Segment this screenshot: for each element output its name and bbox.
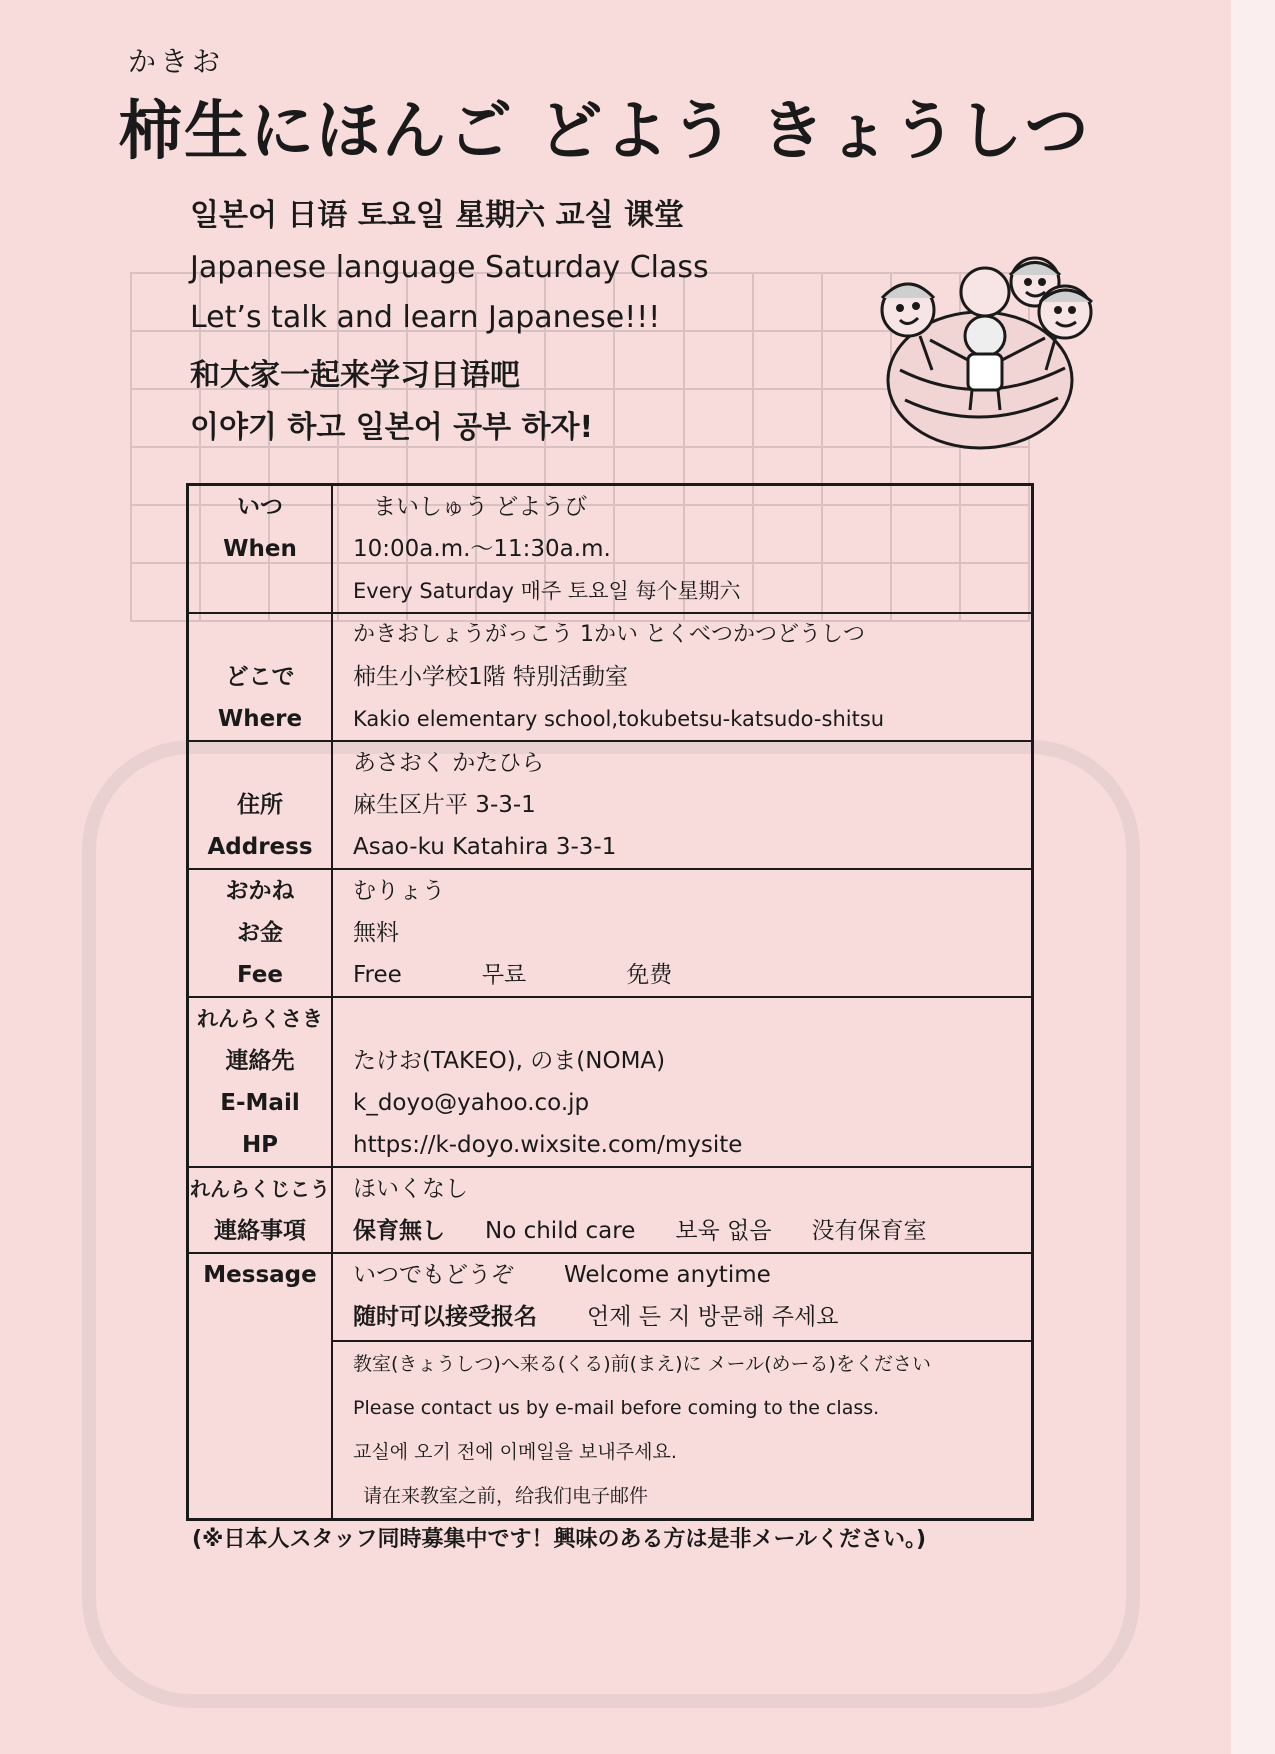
message-label-cell [188, 1253, 333, 1520]
contact-names: たけお(TAKEO), のま(NOMA) [353, 1048, 666, 1074]
row-address [188, 741, 1033, 869]
title-ruby: かきお [128, 45, 225, 78]
address-value-cell [332, 741, 1033, 869]
notes-multilingual [333, 1210, 1031, 1252]
notes-value-cell [332, 1167, 1033, 1253]
row-where [188, 613, 1033, 741]
notes-japanese: 保育無し [353, 1218, 445, 1244]
address-english: Asao-ku Katahira 3-3-1 [353, 834, 617, 860]
address-kana: あさおく かたひら [353, 750, 545, 776]
when-every-saturday: Every Saturday 매주 토요일 每个星期六 [353, 579, 741, 603]
message-contact-zh: 请在来教室之前，给我们电子邮件 [363, 1485, 649, 1507]
notes-label-kanji: 連絡事項 [214, 1218, 306, 1244]
notes-kana: ほいくなし [353, 1176, 468, 1202]
message-japanese: いつでもどうぞ [353, 1262, 514, 1288]
message-contact-notes [333, 1342, 1031, 1518]
contact-label-cell [188, 997, 333, 1167]
subtitle-english: Japanese language Saturday Class [190, 250, 709, 285]
where-english: Kakio elementary school,tokubetsu-katsudo-shitsu [353, 707, 885, 731]
page-title: 柿生にほんご どよう きょうしつ [118, 95, 1091, 169]
message-chinese: 随时可以接受报名 [353, 1304, 537, 1330]
fee-value-cell [332, 869, 1033, 997]
contact-label-hp: HP [241, 1132, 279, 1158]
subtitle-multilingual: 일본어 日语 토요일 星期六 교실 课堂 [190, 198, 685, 233]
where-label-cell [188, 613, 333, 741]
tagline-english: Let’s talk and learn Japanese!!! [190, 300, 661, 335]
fee-label-kanji: お金 [237, 920, 283, 946]
row-notes [188, 1167, 1033, 1253]
fee-english: Free [353, 962, 402, 988]
info-table [186, 483, 1034, 1521]
message-contact-ko: 교실에 오기 전에 이메일을 보내주세요. [353, 1441, 677, 1463]
fee-kana: むりょう [353, 878, 445, 904]
contact-value-cell [332, 997, 1033, 1167]
address-label-cell [188, 741, 333, 869]
where-kanji: 柿生小学校1階 特別活動室 [353, 664, 628, 690]
contact-homepage-link[interactable]: https://k-doyo.wixsite.com/mysite [353, 1132, 743, 1158]
contact-email-link[interactable]: k_doyo@yahoo.co.jp [353, 1090, 590, 1116]
message-label: Message [203, 1262, 317, 1288]
scan-edge [1231, 0, 1275, 1754]
notes-label-kana: れんらくじこう [190, 1177, 330, 1201]
fee-korean: 무료 [481, 962, 527, 988]
staff-recruitment-note: (※日本人スタッフ同時募集中です！興味のある方は是非メールください。) [192, 1527, 927, 1552]
where-label-ja: どこで [225, 664, 295, 690]
when-label-cell [188, 485, 333, 614]
when-label-ja: いつ [237, 494, 283, 520]
contact-label-email: E-Mail [220, 1090, 300, 1116]
message-value-cell [332, 1253, 1033, 1520]
notes-chinese: 没有保育室 [811, 1218, 927, 1244]
row-message [188, 1253, 1033, 1520]
fee-chinese: 免费 [626, 962, 673, 988]
when-day-kana: まいしゅう どようび [373, 494, 588, 520]
fee-kanji: 無料 [353, 920, 399, 946]
notes-label-cell [188, 1167, 333, 1253]
where-value-cell [332, 613, 1033, 741]
fee-label-en: Fee [237, 962, 283, 988]
when-time: 10:00a.m.～11:30a.m. [353, 536, 611, 562]
when-label-en: When [223, 536, 297, 562]
tagline-korean: 이야기 하고 일본어 공부 하자! [190, 410, 594, 445]
message-contact-en: Please contact us by e-mail before coming to the class. [353, 1397, 880, 1419]
message-korean: 언제 든 지 방문해 주세요 [587, 1304, 839, 1330]
row-fee [188, 869, 1033, 997]
when-value-cell [332, 485, 1033, 614]
row-when [188, 485, 1033, 614]
where-kana: かきおしょうがっこう 1かい とくべつかつどうしつ [353, 622, 865, 647]
address-label-en: Address [207, 834, 313, 860]
address-kanji: 麻生区片平 3-3-1 [353, 792, 536, 818]
fee-multilingual [333, 954, 1031, 996]
contact-label-kanji: 連絡先 [225, 1048, 295, 1074]
contact-label-kana: れんらくさき [197, 1007, 323, 1031]
row-contact [188, 997, 1033, 1167]
fee-label-kana: おかね [225, 878, 295, 904]
where-label-en: Where [217, 706, 303, 732]
notes-english: No child care [485, 1218, 636, 1244]
address-label-ja: 住所 [237, 792, 283, 818]
message-english: Welcome anytime [564, 1262, 771, 1288]
notes-korean: 보육 없음 [675, 1218, 772, 1244]
message-contact-ja: 教室(きょうしつ)へ来る(くる)前(まえ)に メール(めーる)をください [353, 1353, 931, 1375]
tagline-chinese: 和大家一起来学习日语吧 [190, 358, 520, 393]
children-around-globe-icon [860, 240, 1110, 455]
fee-label-cell [188, 869, 333, 997]
message-welcome [333, 1254, 1031, 1296]
message-second-line [333, 1296, 1031, 1342]
